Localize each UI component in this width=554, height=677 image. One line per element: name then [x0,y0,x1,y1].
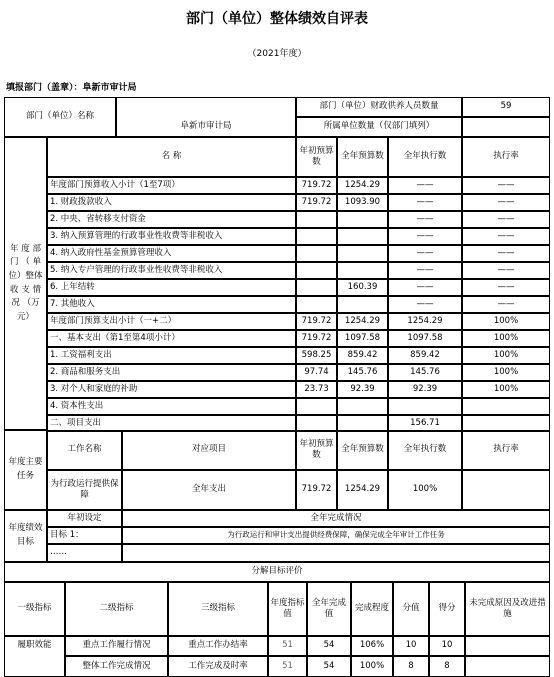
budget-cell-full: 859.42 [337,347,388,364]
tasks-header-full: 全年预算数 [337,430,388,470]
budget-cell-name: 一、基本支出（第1至第4项小计） [47,330,296,347]
budget-cell-exec [388,398,462,415]
indicator-cell-target: 51 [268,636,307,656]
indicator-cell-actual: 54 [307,656,351,677]
budget-cell-full: 160.39 [337,279,388,296]
tasks-header-rate: 执行率 [462,430,550,470]
budget-cell-name: 2. 中央、省转移支付资金 [47,211,296,228]
budget-cell-rate: —— [462,194,550,211]
budget-cell-name: 3. 对个人和家庭的补助 [47,381,296,398]
ind-header-score-full: 分值 [393,582,429,636]
budget-cell-initial: 719.72 [296,313,337,330]
tasks-header-exec: 全年执行数 [388,430,462,470]
ind-header-l2: 二级指标 [65,582,168,636]
goal-more-value [122,544,550,562]
indicator-cell-degree: 100% [351,656,393,677]
task-rate [462,470,550,510]
goals-header-annual: 年初设定 [47,510,122,527]
budget-cell-name: 5. 纳入专户管理的行政事业性收费等非税收入 [47,262,296,279]
col-header-name: 名 称 [47,137,296,177]
goal-more: …… [47,544,122,562]
budget-cell-name: 1. 工资福利支出 [47,347,296,364]
budget-cell-full: 1093.90 [337,194,388,211]
budget-cell-full [337,228,388,245]
budget-cell-exec: —— [388,177,462,194]
budget-cell-rate: —— [462,211,550,228]
budget-cell-initial: 719.72 [296,194,337,211]
task-exec: 100% [388,470,462,510]
indicator-cell-full: 10 [393,636,429,656]
budget-cell-name: 3. 纳入预算管理的行政事业性收费等非税收入 [47,228,296,245]
tasks-header-initial: 年初预算数 [296,430,337,470]
indicator-cell-degree: 106% [351,636,393,656]
budget-cell-initial: 97.74 [296,364,337,381]
budget-cell-rate: —— [462,279,550,296]
budget-cell-exec: 1254.29 [388,313,462,330]
budget-cell-name: 4. 纳入政府性基金预算管理收入 [47,245,296,262]
budget-cell-rate: —— [462,296,550,313]
indicator-cell-l2: 整体工作完成情况 [65,656,168,677]
budget-cell-initial [296,228,337,245]
budget-cell-exec: —— [388,296,462,313]
goals-section-label: 年度绩效目标 [4,510,47,562]
indicator-cell-reason [465,656,550,677]
ind-header-target: 年度指标值 [268,582,307,636]
ind-header-actual: 全年完成值 [307,582,351,636]
budget-cell-full: 1254.29 [337,313,388,330]
budget-cell-full: 1097.58 [337,330,388,347]
col-header-initial: 年初预算数 [296,137,337,177]
budget-cell-exec: —— [388,228,462,245]
budget-cell-exec: —— [388,211,462,228]
ind-header-score: 得分 [429,582,465,636]
col-header-full-year: 全年预算数 [337,137,388,177]
budget-cell-rate: —— [462,262,550,279]
indicator-cell-score: 8 [429,656,465,677]
indicator-cell-score: 10 [429,636,465,656]
budget-cell-name: 年度部门预算支出小计（一+二） [47,313,296,330]
indicator-cell-l3: 重点工作办结率 [168,636,268,656]
sub-units-label: 所属单位数量（仅部门填列） [296,117,462,137]
budget-cell-initial: 598.25 [296,347,337,364]
task-full: 1254.29 [337,470,388,510]
staff-count-label: 部门（单位）财政供养人员数量 [296,97,462,117]
indicator-cell-full: 8 [393,656,429,677]
budget-cell-full [337,211,388,228]
budget-cell-full: 1254.29 [337,177,388,194]
goals-header-completion: 全年完成情况 [122,510,550,527]
budget-cell-rate: 100% [462,330,550,347]
indicator-cell-target: 51 [268,656,307,677]
budget-cell-full [337,398,388,415]
budget-cell-rate [462,398,550,415]
col-header-rate: 执行率 [462,137,550,177]
tasks-section-label: 年度主要任务 [4,430,47,510]
budget-cell-rate: —— [462,228,550,245]
report-year: （2021年度） [247,49,307,59]
ind-header-reason: 未完成原因及改进措施 [465,582,550,636]
budget-cell-initial [296,211,337,228]
dept-name-value: 阜新市审计局 [116,97,296,137]
budget-cell-full: 92.39 [337,381,388,398]
indicators-title: 分解目标评价 [4,562,550,582]
goal1-label: 目标 1： [47,527,122,544]
budget-section-label: 年 度 部 门 （ 单 位）整体 收 支 情 况 （万元） [4,137,47,430]
tasks-header-name: 工作名称 [47,430,122,470]
budget-cell-initial [296,398,337,415]
budget-cell-full [337,262,388,279]
filler-label: 填报部门（盖章）：阜新市审计局 [6,83,137,93]
budget-cell-exec: 92.39 [388,381,462,398]
dept-name-label: 部门（单位）名称 [4,97,116,137]
budget-cell-initial [296,262,337,279]
budget-cell-exec: —— [388,279,462,296]
budget-cell-name: 1. 财政拨款收入 [47,194,296,211]
page-title: 部门（单位）整体绩效自评表 [186,11,368,27]
budget-cell-exec: 1097.58 [388,330,462,347]
budget-cell-name: 二、项目支出 [47,415,296,432]
ind-header-l1: 一级指标 [4,582,65,636]
budget-cell-exec: —— [388,194,462,211]
budget-cell-exec: 156.71 [388,415,462,432]
budget-cell-rate: —— [462,245,550,262]
col-header-executed: 全年执行数 [388,137,462,177]
ind-header-l3: 三级指标 [168,582,268,636]
budget-cell-full [337,296,388,313]
ind-l1: 履职效能 [4,636,65,677]
budget-cell-rate: 100% [462,381,550,398]
budget-cell-full: 145.76 [337,364,388,381]
task-initial: 719.72 [296,470,337,510]
budget-cell-name: 7. 其他收入 [47,296,296,313]
budget-cell-rate: —— [462,177,550,194]
indicator-cell-l2: 重点工作履行情况 [65,636,168,656]
budget-cell-initial: 719.72 [296,177,337,194]
indicator-cell-l3: 工作完成及时率 [168,656,268,677]
indicator-cell-actual: 54 [307,636,351,656]
budget-cell-name: 年度部门预算收入小计（1至7项） [47,177,296,194]
budget-cell-initial: 23.73 [296,381,337,398]
sub-units-value [462,117,550,137]
budget-cell-initial [296,279,337,296]
indicator-cell-reason [465,636,550,656]
tasks-header-item: 对应项目 [122,430,296,470]
budget-cell-exec: 859.42 [388,347,462,364]
budget-cell-initial [296,245,337,262]
staff-count-value: 59 [462,97,550,117]
budget-cell-name: 4. 资本性支出 [47,398,296,415]
budget-cell-rate: 100% [462,347,550,364]
ind-header-degree: 完成程度 [351,582,393,636]
budget-cell-rate: 100% [462,364,550,381]
goal1-text: 为行政运行和审计支出提供经费保障，确保完成全年审计工作任务 [122,527,550,544]
budget-cell-initial: 719.72 [296,330,337,347]
budget-cell-exec: 145.76 [388,364,462,381]
task-name: 为行政运行提供保障 [47,470,122,510]
budget-cell-initial [296,296,337,313]
budget-cell-exec: —— [388,245,462,262]
task-item: 全年支出 [122,470,296,510]
budget-cell-full [337,245,388,262]
budget-cell-name: 2. 商品和服务支出 [47,364,296,381]
budget-cell-exec: —— [388,262,462,279]
budget-cell-rate: 100% [462,313,550,330]
budget-cell-name: 6. 上年结转 [47,279,296,296]
